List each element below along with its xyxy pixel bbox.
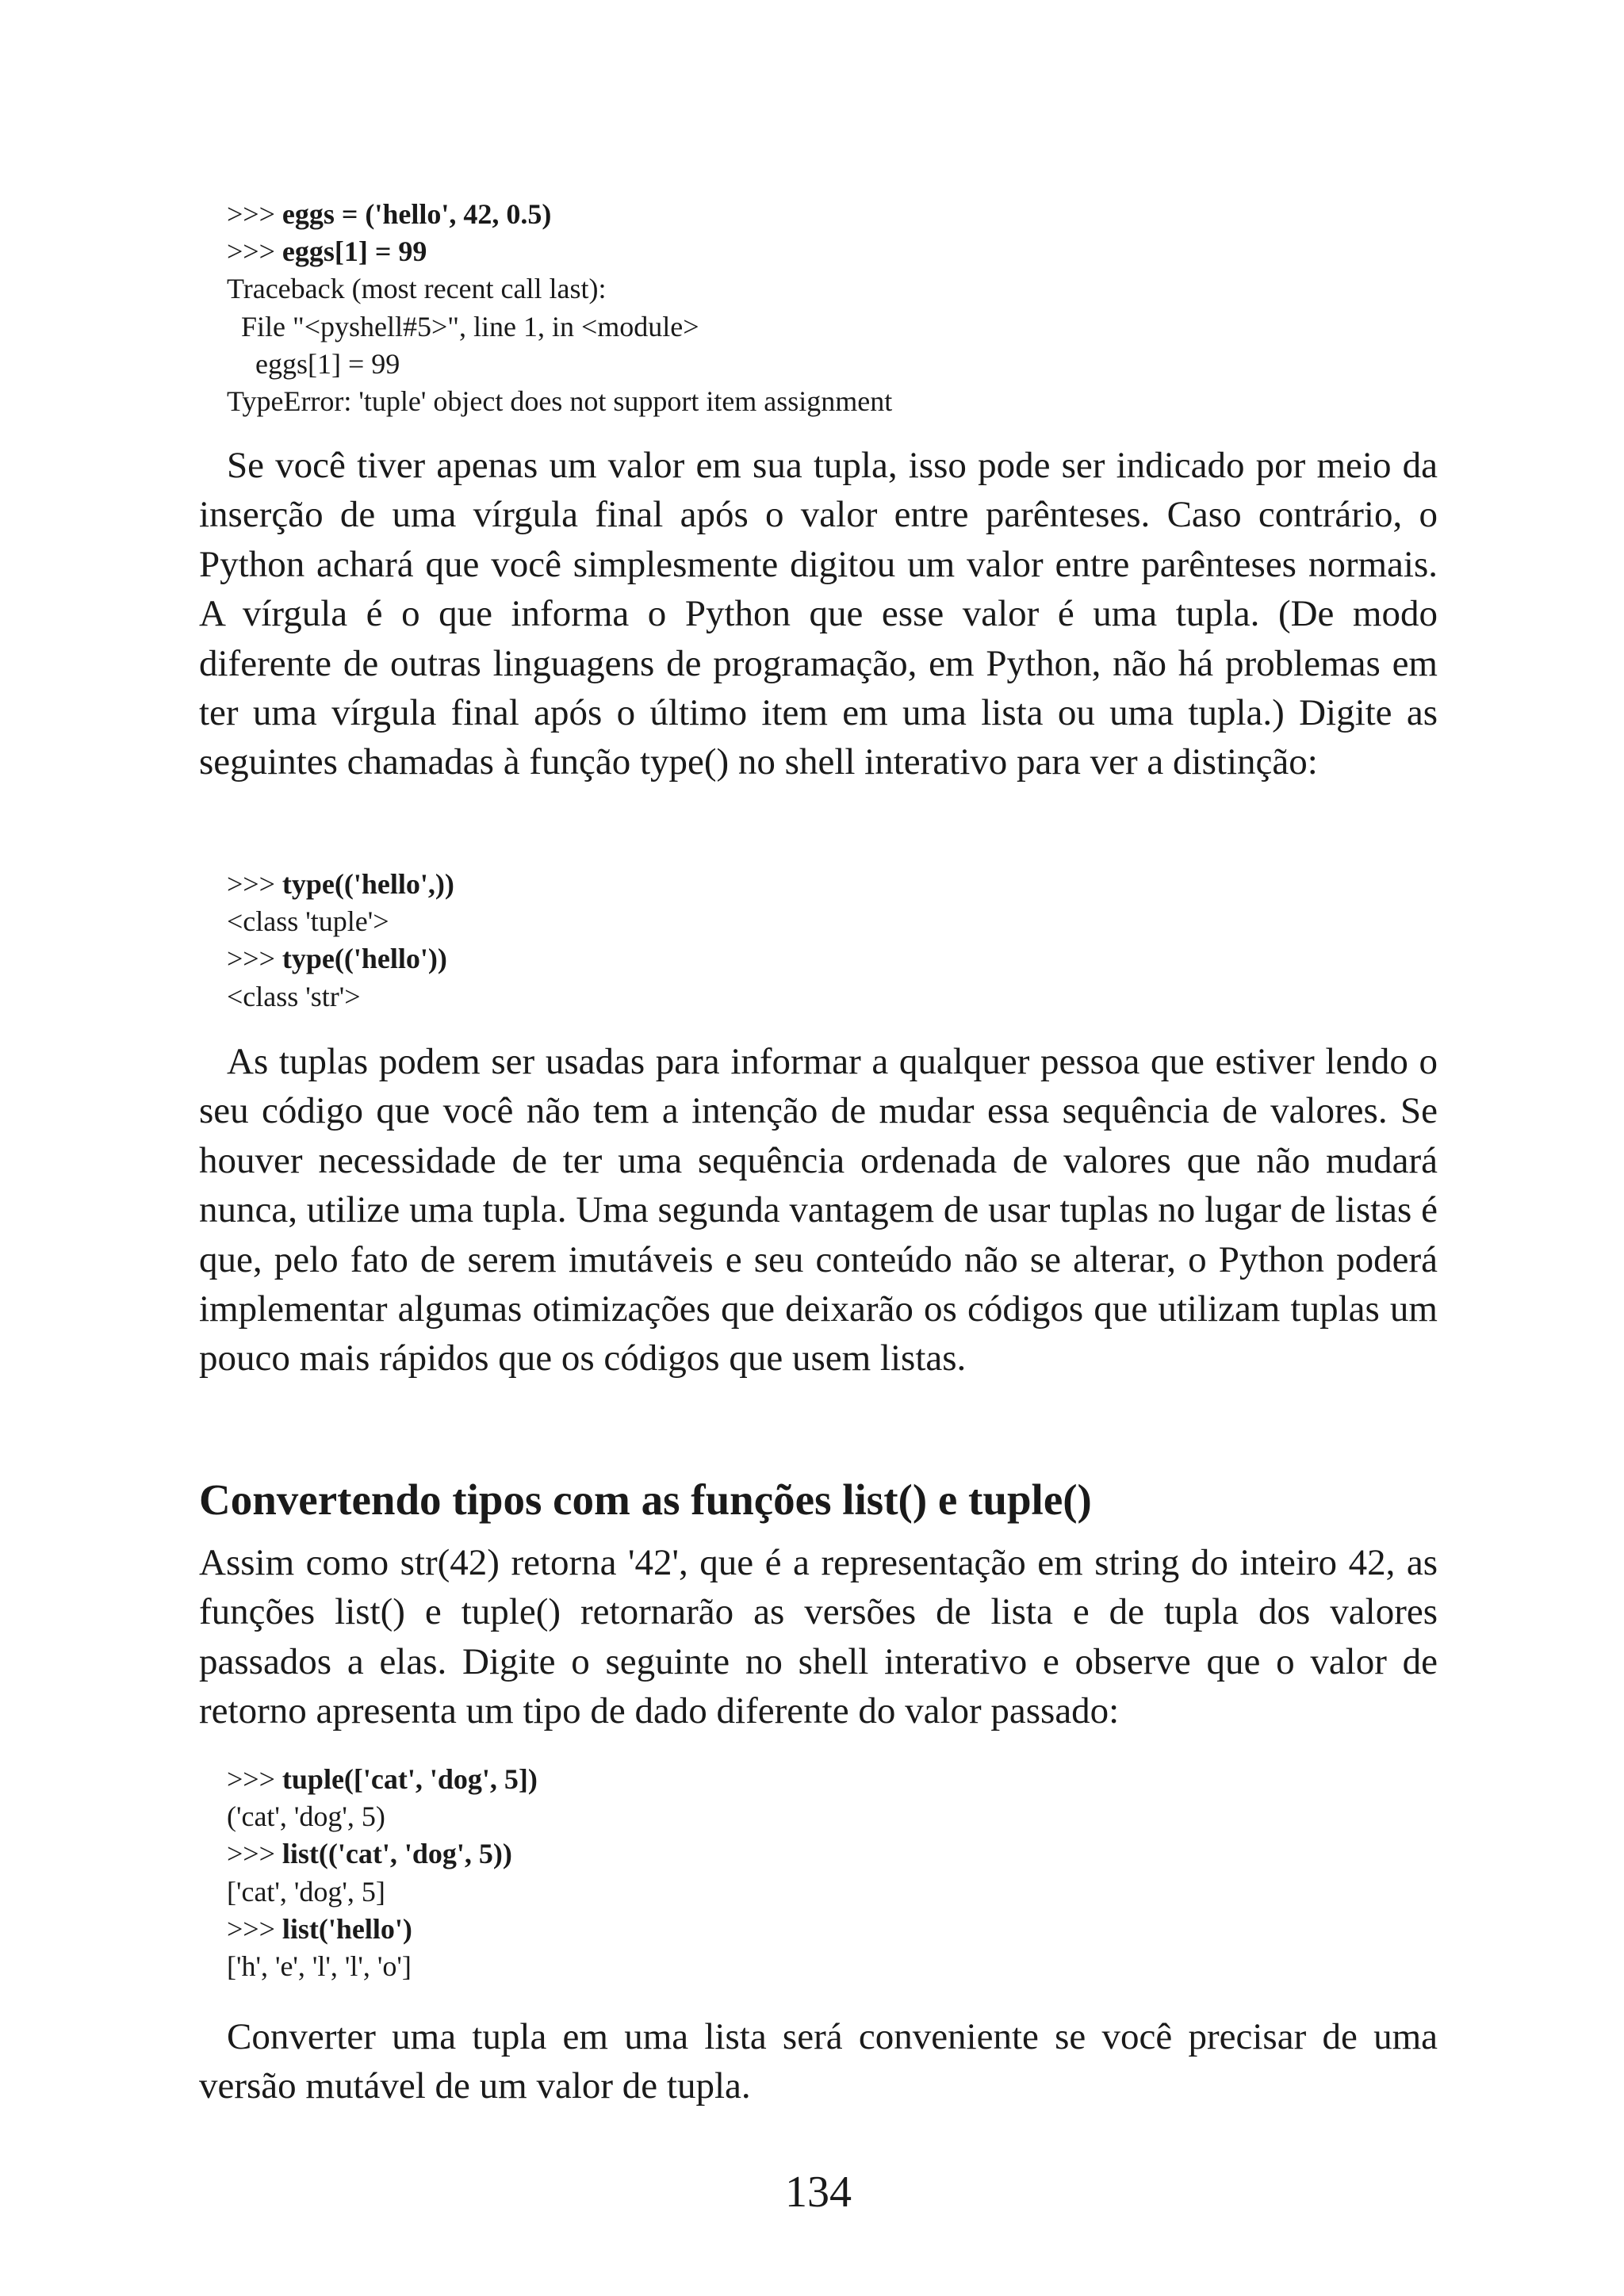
code-input: type(('hello',)) (282, 868, 454, 900)
paragraph-conversion-intro: Assim como str(42) retorna '42', que é a representação em string do inteiro 42, as funções list() e tuple() retornarão as versões de lista e de tupla dos valores passados a elas. Digite o seguinte no shell interativo e observe que o valor de retorno apresenta um tipo de dado diferente do valor passado: (199, 1542, 1438, 1732)
code-line (227, 1873, 538, 1911)
code-output: ['cat', 'dog', 5] (227, 1875, 385, 1908)
code-line (227, 1948, 538, 1985)
code-output: <class 'tuple'> (227, 905, 389, 938)
paragraph-tuple-advantages: As tuplas podem ser usadas para informar a qualquer pessoa que estiver lendo o seu código que você não tem a intenção de mudar essa sequência de valores. Se houver necessidade de ter uma sequência ordenada de valores que não mudará nunca, utilize uma tupla. Uma segunda vantagem de usar tuplas no lugar de listas é que, pelo fato de serem imutáveis e seu conteúdo não se alterar, o Python poderá implementar algumas otimizações que deixarão os códigos que utilizam tuplas um pouco mais rápidos que os códigos que usem listas. (199, 1041, 1438, 1380)
code-input: type(('hello')) (282, 943, 447, 975)
code-block-type-check (227, 866, 454, 1016)
code-line (227, 233, 892, 270)
code-output: File "<pyshell#5>", line 1, in <module> (227, 310, 699, 342)
code-input: list('hello') (282, 1912, 412, 1945)
code-line (227, 978, 454, 1016)
code-line (227, 1761, 538, 1798)
code-output: <class 'str'> (227, 980, 361, 1012)
code-output: ['h', 'e', 'l', 'l', 'o'] (227, 1950, 412, 1982)
code-line (227, 346, 892, 383)
code-output: Traceback (most recent call last): (227, 273, 607, 305)
code-line (227, 1798, 538, 1835)
code-prompt: >>> (227, 1838, 282, 1870)
code-output: eggs[1] = 99 (227, 347, 400, 380)
section-heading: Convertendo tipos com as funções list() e tuple() (199, 1475, 1092, 1524)
code-input: eggs = ('hello', 42, 0.5) (282, 198, 552, 230)
code-output: ('cat', 'dog', 5) (227, 1800, 385, 1833)
code-prompt: >>> (227, 198, 282, 230)
book-page (199, 0, 1438, 2296)
code-line (227, 1835, 538, 1873)
code-line (227, 196, 892, 233)
code-line (227, 270, 892, 308)
code-prompt: >>> (227, 868, 282, 900)
code-prompt: >>> (227, 943, 282, 975)
code-input: list(('cat', 'dog', 5)) (282, 1838, 512, 1870)
paragraph-single-value-tuple: Se você tiver apenas um valor em sua tupla, isso pode ser indicado por meio da inserção de uma vírgula final após o valor entre parênteses. Caso contrário, o Python achará que você simplesmente digitou um valor entre parênteses normais. A vírgula é o que informa o Python que esse valor é uma tupla. (De modo diferente de outras linguagens de programação, em Python, não há problemas em ter uma vírgula final após o último item em uma lista ou uma tupla.) Digite as seguintes chamadas à função type() no shell interativo para ver a distinção: (199, 445, 1438, 783)
code-line (227, 383, 892, 420)
code-line (227, 866, 454, 903)
paragraph-conversion-usage: Converter uma tupla em uma lista será conveniente se você precisar de uma versão mutável de um valor de tupla. (199, 2016, 1438, 2107)
page-number: 134 (785, 2168, 852, 2217)
code-input: tuple(['cat', 'dog', 5]) (282, 1763, 538, 1795)
code-block-conversion (227, 1761, 538, 1985)
code-input: eggs[1] = 99 (282, 235, 427, 268)
code-block-tuple-immutable (227, 196, 892, 420)
code-output: TypeError: 'tuple' object does not support item assignment (227, 385, 893, 417)
code-prompt: >>> (227, 235, 282, 268)
code-line (227, 1911, 538, 1948)
code-prompt: >>> (227, 1763, 282, 1795)
code-prompt: >>> (227, 1912, 282, 1945)
code-line (227, 940, 454, 978)
code-line (227, 903, 454, 940)
code-line (227, 308, 892, 346)
